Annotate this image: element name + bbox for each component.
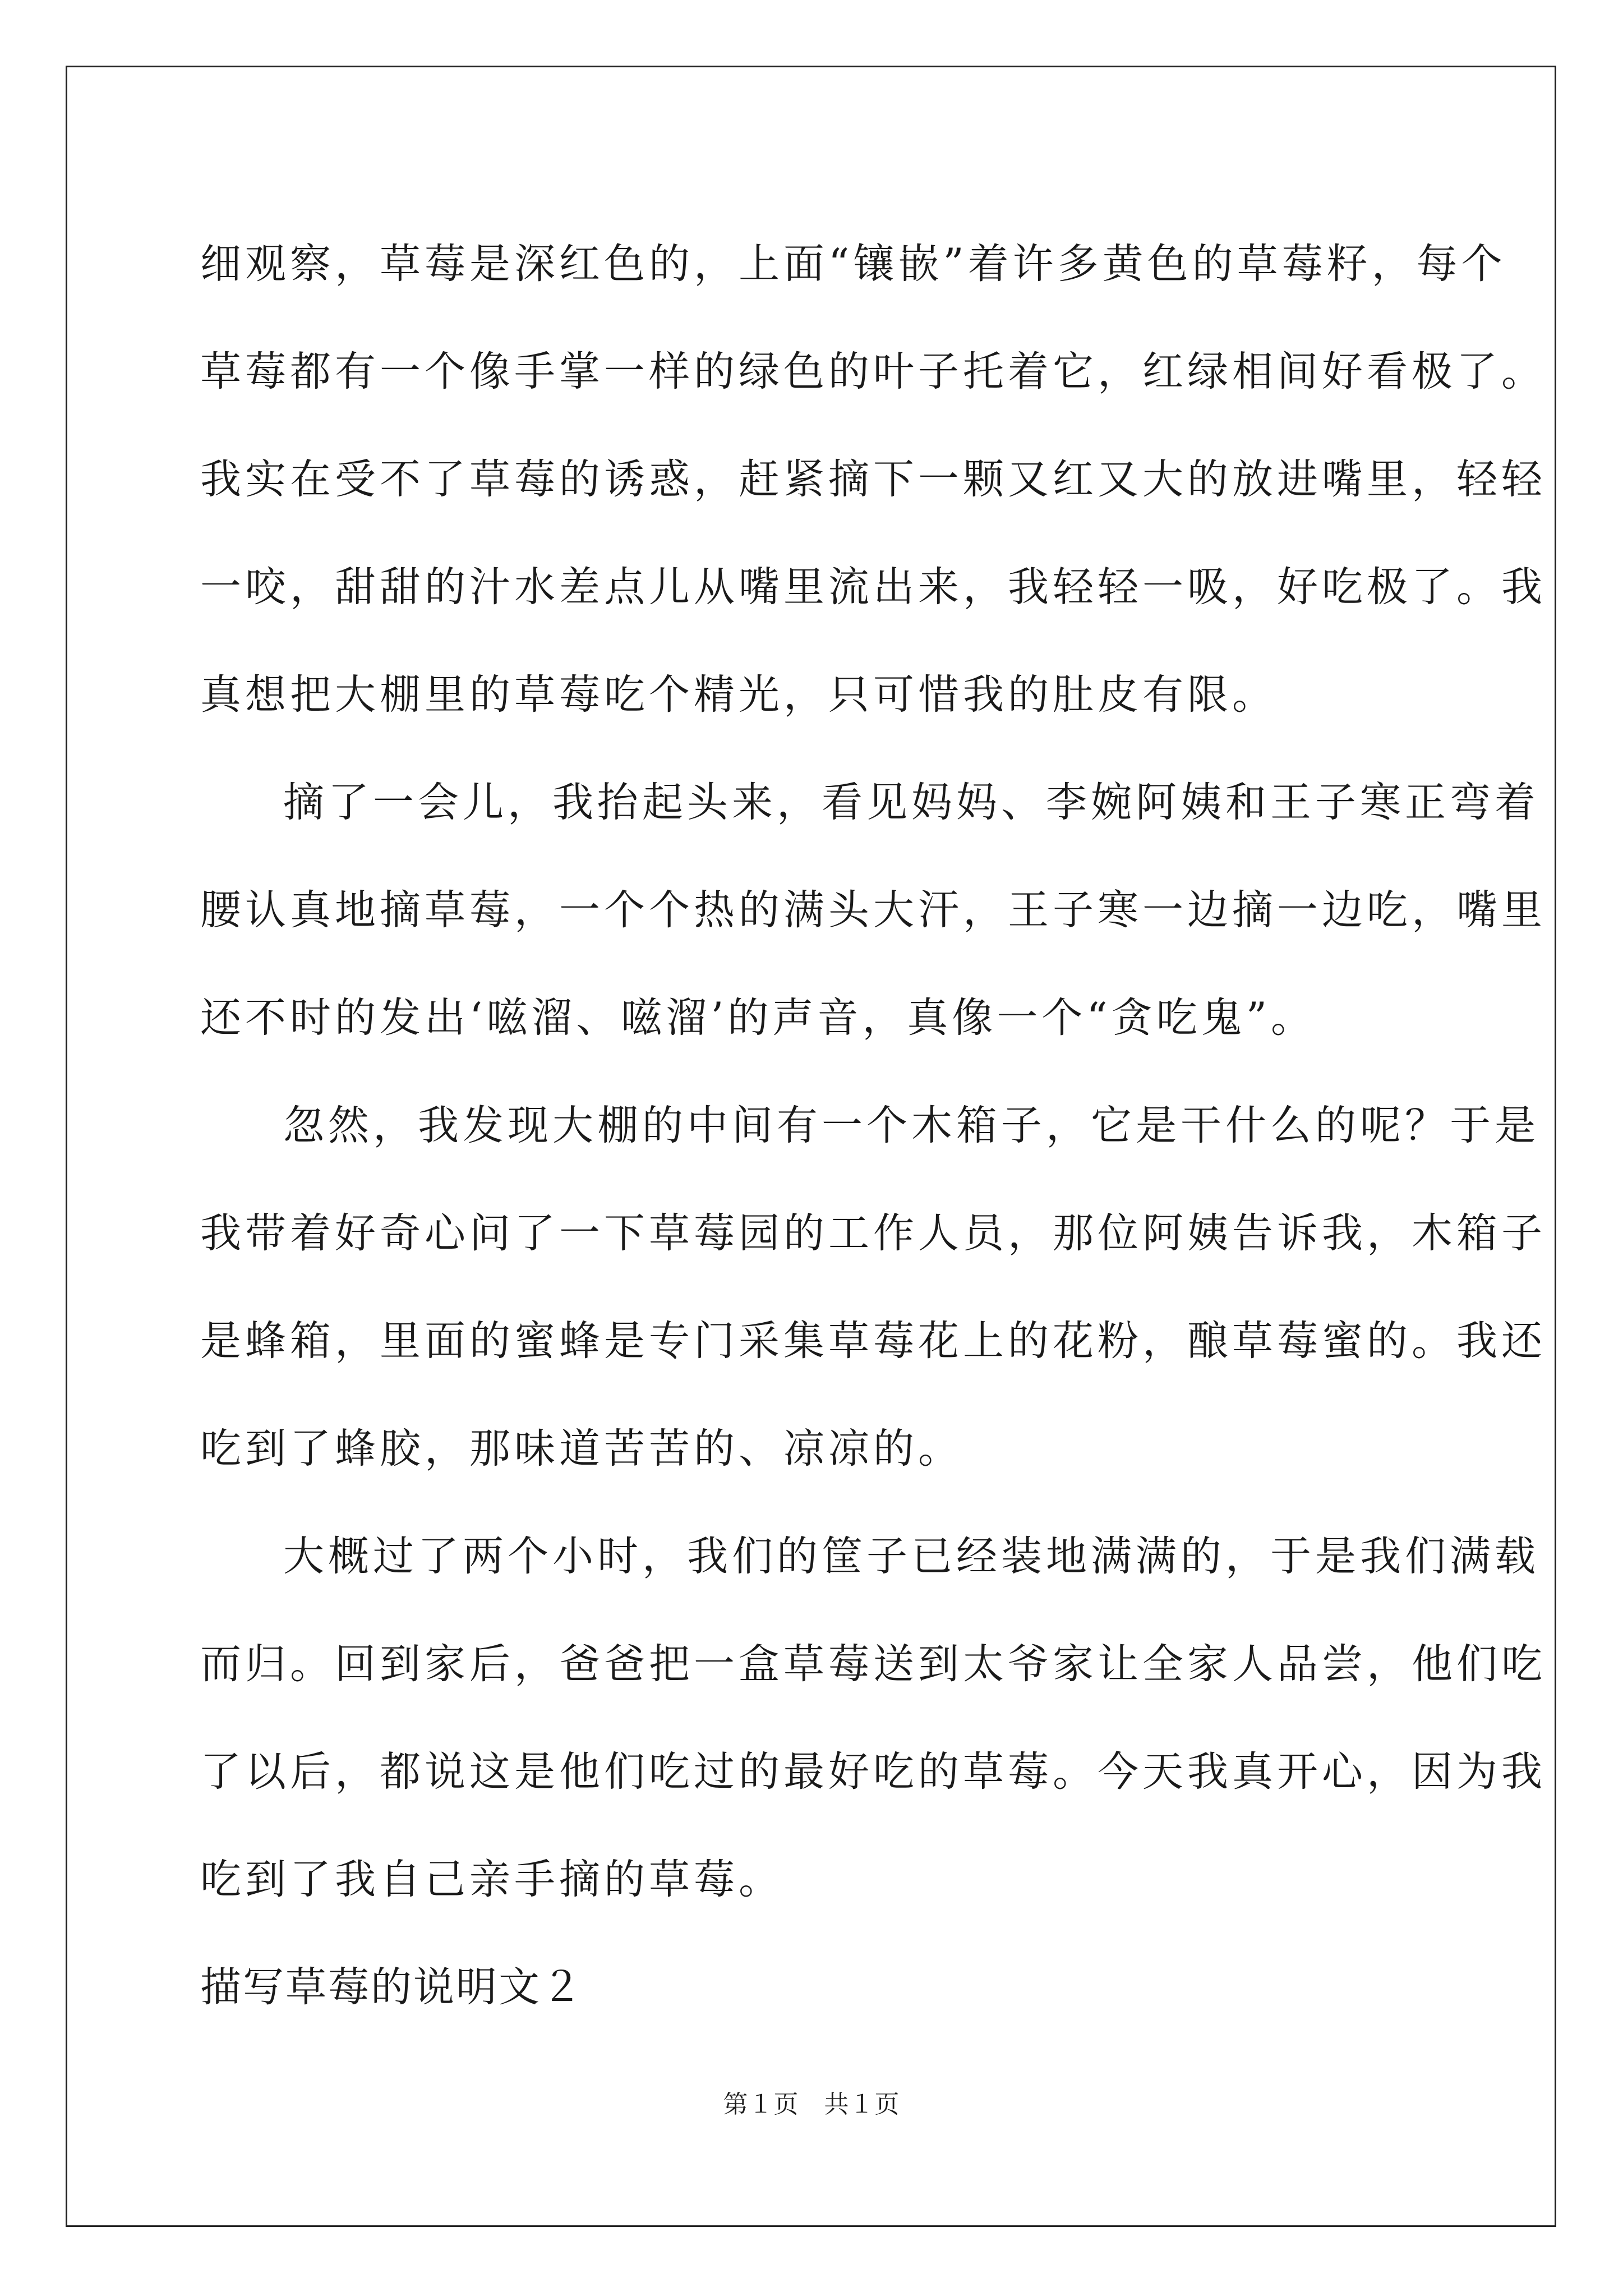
text-line: 真想把大棚里的草莓吃个精光，只可惜我的肚皮有限。: [200, 671, 1277, 719]
text-line: 而归。回到家后，爸爸把一盒草莓送到太爷家让全家人品尝，他们吃: [200, 1640, 1546, 1688]
section-heading: 描写草莓的说明文２: [200, 1963, 584, 2011]
text-line: 细观察，草莓是深红色的，上面“镶嵌”着许多黄色的草莓籽，每个: [200, 240, 1506, 288]
text-line: 草莓都有一个像手掌一样的绿色的叶子托着它，红绿相间好看极了。: [200, 348, 1546, 395]
text-line: 了以后，都说这是他们吃过的最好吃的草莓。今天我真开心，因为我: [200, 1748, 1546, 1796]
paragraph-first-line: 忽然，我发现大棚的中间有一个木箱子，它是干什么的呢？于是: [283, 1102, 1539, 1149]
text-line: 还不时的发出‘嗞溜、嗞溜’的声音，真像一个“贪吃鬼”。: [200, 994, 1316, 1042]
document-body: [200, 210, 1546, 2041]
text-line: 吃到了我自己亲手摘的草莓。: [200, 1856, 783, 1903]
text-line: 我实在受不了草莓的诱惑，赶紧摘下一颗又红又大的放进嘴里，轻轻: [200, 455, 1546, 503]
text-line: 我带着好奇心问了一下草莓园的工作人员，那位阿姨告诉我，木箱子: [200, 1209, 1546, 1257]
text-line: 腰认真地摘草莓，一个个热的满头大汗，王子寒一边摘一边吃，嘴里: [200, 886, 1546, 934]
paragraph-first-line: 大概过了两个小时，我们的筐子已经装地满满的，于是我们满载: [283, 1533, 1539, 1580]
page-number-footer: 第１页 共１页: [723, 2090, 900, 2119]
text-line: 是蜂箱，里面的蜜蜂是专门采集草莓花上的花粉，酿草莓蜜的。我还: [200, 1317, 1546, 1365]
paragraph-first-line: 摘了一会儿，我抬起头来，看见妈妈、李婉阿姨和王子寒正弯着: [283, 779, 1539, 826]
text-line: 吃到了蜂胶，那味道苦苦的、凉凉的。: [200, 1425, 963, 1473]
text-line: 一咬，甜甜的汁水差点儿从嘴里流出来，我轻轻一吸，好吃极了。我: [200, 563, 1546, 611]
